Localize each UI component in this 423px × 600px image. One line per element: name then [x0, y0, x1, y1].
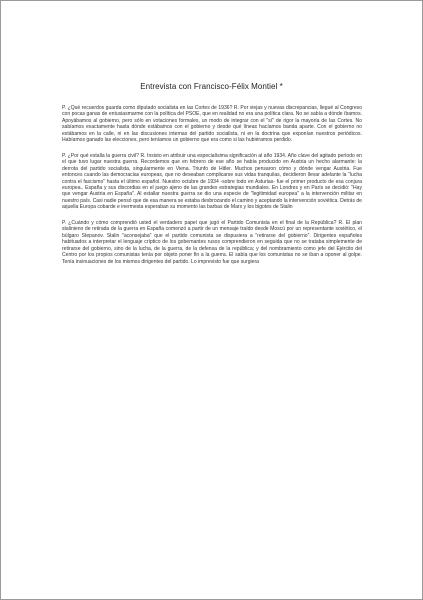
paragraph-1: P. ¿Qué recuerdos guarda como diputado socialista en las Cortes de 1936? R. Por viejas y nuevas discrepancias, llegué al Congreso con pocas ganas de entusiasmarme con la política del PSOE, que en realidad no era una política clara. No se sabía a dónde íbamos. Apoyábamos al gobierno, pero sólo en votaciones formales, un modo de integrar con el "sí" de rigor la mayoría de las Cortes. No sabíamos exactamente hasta dónde estábamos con el gobierno y desde qué líneas hacíamos banda aparte. Con el gobierno no estábamos en la calle, ni en las discusiones internas del partido socialista, ni en la doctrina que exponían nuestros periódicos. Habíamos ganado las elecciones, pero teníamos un gobierno que era como si las hubiéramos perdido. — [62, 105, 362, 144]
paragraph-3: P. ¿Cuándo y cómo comprendió usted el verdadero papel que jugó el Partido Comunista en el final de la República? R. El plan stalinieno de retirada de la guerra en España comenzó a partir de un mensaje traído desde Moscú por un representante soviético, el búlgaro Stepanov. Stalin "aconsejaba" que el partido comunista se dispusiera a "retirarse del gobierno". Dirigentes españoles habituados a interpretar el lenguaje críptico de los gobernantes rusos comprendieron en seguida que no se trataba simplemente de retirarse del gobierno, sino de la lucha, de la guerra, de la defensa de la república; y del nombramiento como jefe del Ejército del Centro por los propios comunistas tenía por objeto poner fin a la guerra. El sabía que los comunistas no se iban a oponer al golpe. Tenía insinuaciones de los mismos dirigentes del partido. Lo imprevisto fue que surgiera — [62, 219, 362, 265]
document-title: Entrevista con Francisco-Félix Montiel * — [140, 82, 283, 91]
document-body — [62, 105, 362, 274]
paragraph-2: P. ¿Por qué estalla la guerra civil? R. Insisto en atribuir una especialísima significación al año 1934. Año clave del agitado período en el que tuvo lugar nuestra guerra. Recordemos que en febrero de ese año se había producido en Austria un hecho alarmante: la derrota del partido socialista, singularmente en Viena. Triunfo de Hitler. Muchos pensaron cómo y dónde vengar Austria. Fue entonces cuando las democracias europeas, que no deseaban complicarse sus vidas tranquilas, decidieron llevar adelante la "lucha contra el fascismo" hasta el último español. Nuestro octubre de 1934 -sobre todo en Asturias- fue el primer producto de esa conjura europea.. España y sus discordias en el juego ajeno de las grandes estrategias mundiales. En Londres y en París se decidió: "Hay que vengar Austria en España". Al estallar nuestra guerra se dio una especie de "legitimidad europea" a la intervención militar en nuestro país. Casi nadie pensó que de esa manera se estaba desbrozando el camino y aceptando la intervención soviética. Detrás de aquella Europa cobarde e inermesta esperaban su momento las barbas de Marx y los bigotes de Stalin — [62, 152, 362, 211]
